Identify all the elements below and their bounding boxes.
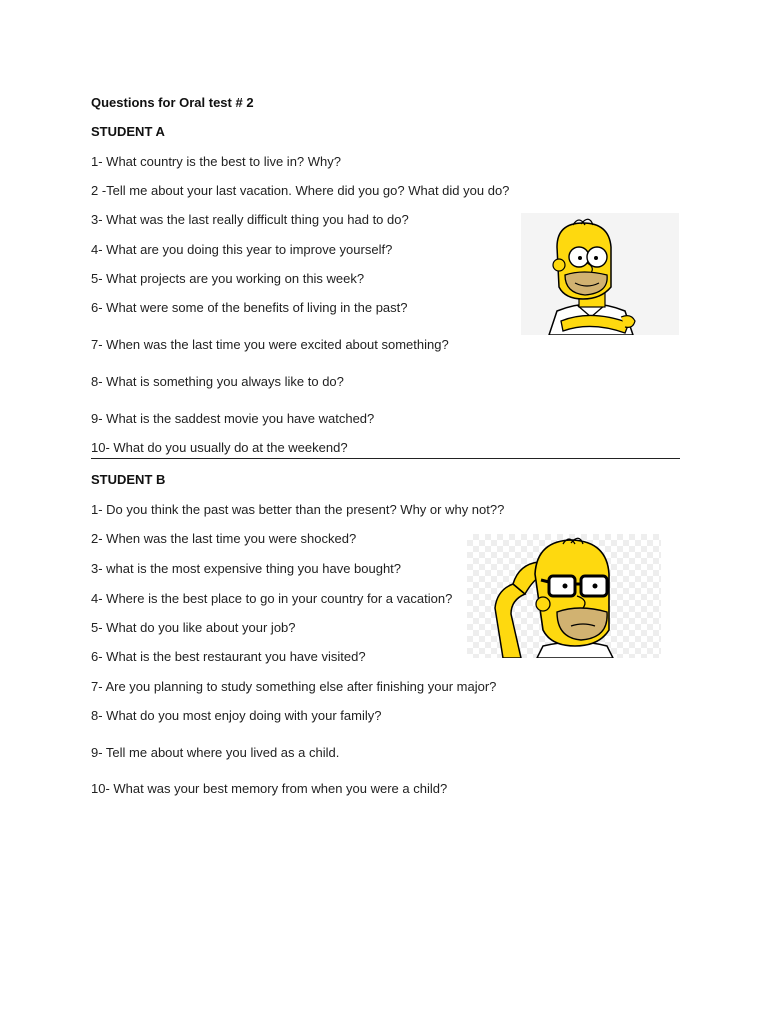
cartoon-glasses-thinking-image <box>467 534 661 658</box>
student-a-question: 3- What was the last really difficult thing you had to do? <box>91 212 409 227</box>
student-a-question: 7- When was the last time you were excited about something? <box>91 337 449 352</box>
student-b-question: 3- what is the most expensive thing you have bought? <box>91 561 402 576</box>
student-a-question: 9- What is the saddest movie you have watched? <box>91 411 375 426</box>
student-b-question: 1- Do you think the past was better than the present? Why or why not?? <box>91 502 505 517</box>
student-a-question: 6- What were some of the benefits of living in the past? <box>91 300 408 315</box>
student-b-question: 7- Are you planning to study something else after finishing your major? <box>91 679 497 694</box>
student-a-heading: STUDENT A <box>91 124 165 139</box>
student-a-question: 5- What projects are you working on this week? <box>91 271 365 286</box>
student-b-question: 2- When was the last time you were shocked? <box>91 531 357 546</box>
student-b-question: 8- What do you most enjoy doing with your family? <box>91 708 382 723</box>
student-b-heading: STUDENT B <box>91 472 166 487</box>
student-b-question: 6- What is the best restaurant you have visited? <box>91 649 366 664</box>
student-b-question: 10- What was your best memory from when you were a child? <box>91 781 448 796</box>
student-a-question: 8- What is something you always like to do? <box>91 374 344 389</box>
student-a-question: 1- What country is the best to live in? Why? <box>91 154 341 169</box>
section-divider <box>91 458 680 459</box>
student-b-question: 9- Tell me about where you lived as a child. <box>91 745 340 760</box>
student-a-question: 10- What do you usually do at the weekend? <box>91 440 348 455</box>
document-title: Questions for Oral test # 2 <box>91 95 254 110</box>
cartoon-arms-crossed-image <box>521 213 679 335</box>
student-a-question: 2 -Tell me about your last vacation. Where did you go? What did you do? <box>91 183 510 198</box>
student-a-question: 4- What are you doing this year to improve yourself? <box>91 242 393 257</box>
student-b-question: 5- What do you like about your job? <box>91 620 296 635</box>
student-b-question: 4- Where is the best place to go in your country for a vacation? <box>91 591 453 606</box>
